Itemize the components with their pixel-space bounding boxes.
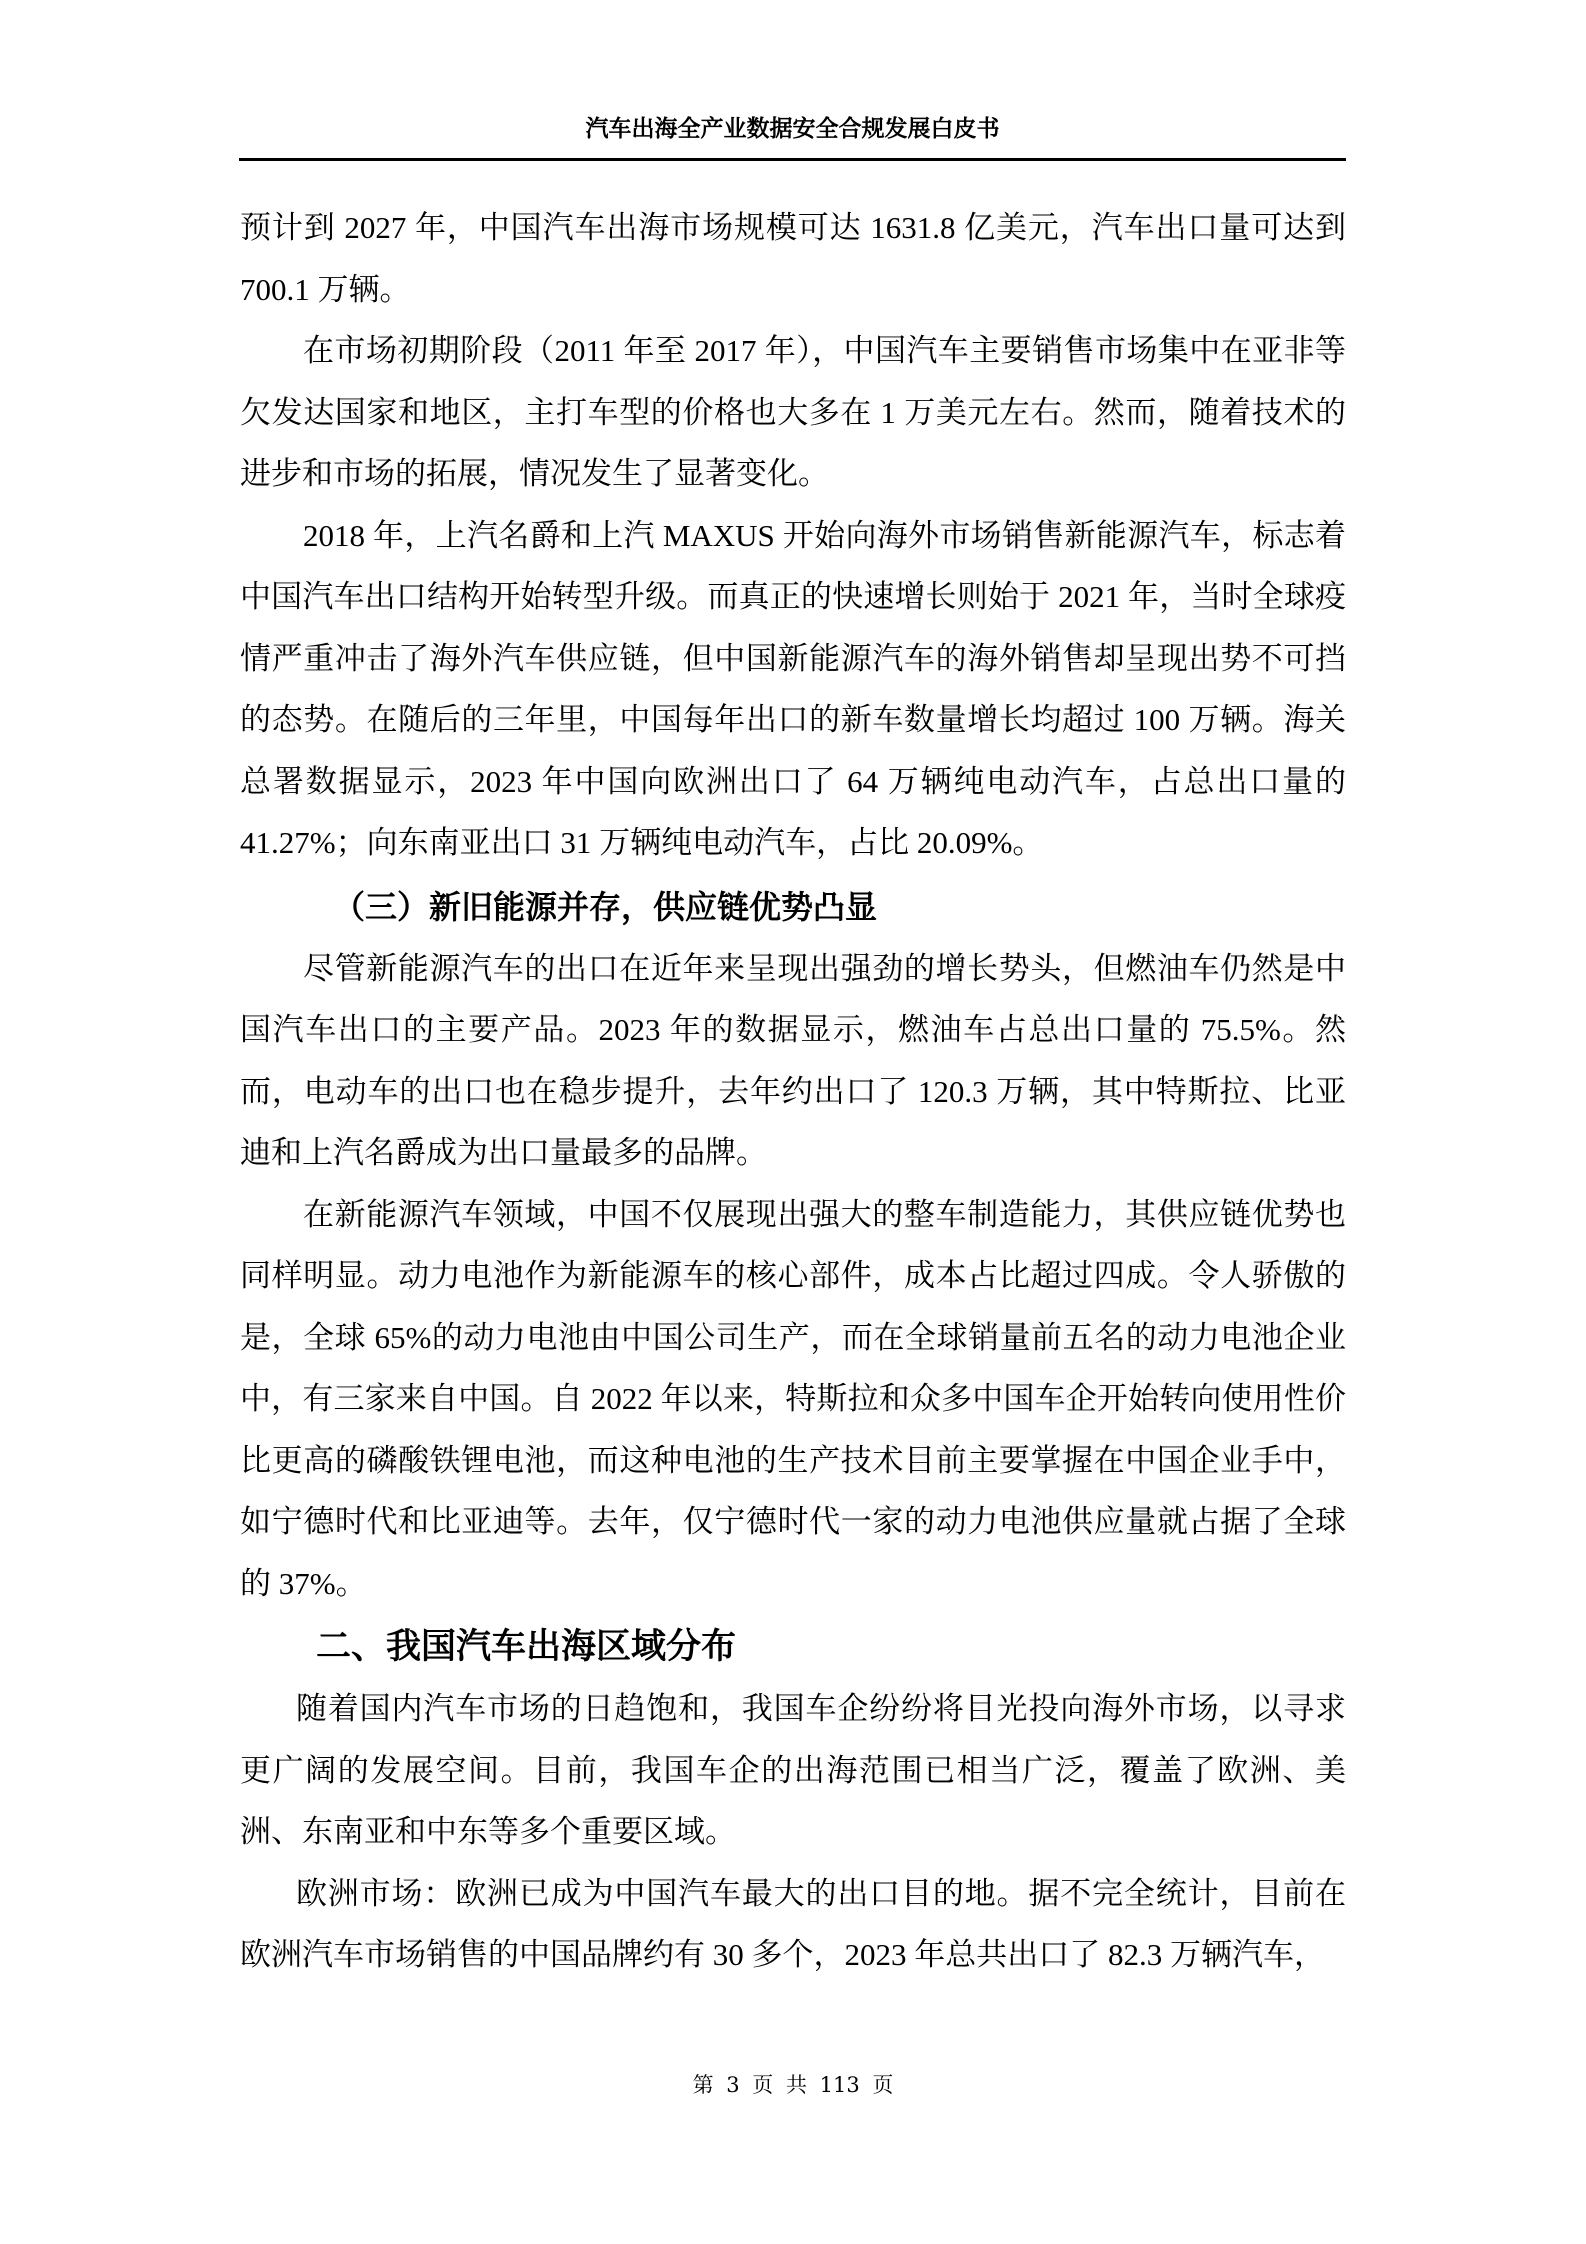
page-number: 第 3 页 共 113 页 — [692, 2073, 894, 2097]
paragraph-supply-chain: 在新能源汽车领域，中国不仅展现出强大的整车制造能力，其供应链优势也同样明显。动力电池作为新能源车的核心部件，成本占比超过四成。令人骄傲的是，全球 65%的动力电池由中国公司生产，而在全球销量前五名的动力电池企业中，有三家来自中国。自 2022 年以来，特斯拉和众多中国车企开始转向使用性价比更高的磷酸铁锂电池，而这种电池的生产技术目前主要掌握在中国企业手中，如宁德时代和比亚迪等。去年，仅宁德时代一家的动力电池供应量就占据了全球的 37%。 — [240, 1196, 1346, 1601]
paragraph-fuel-vs-ev: 尽管新能源汽车的出口在近年来呈现出强劲的增长势头，但燃油车仍然是中国汽车出口的主要产品。2023 年的数据显示，燃油车占总出口量的 75.5%。然而，电动车的出口也在稳步提升，去年约出口了 120.3 万辆，其中特斯拉、比亚迪和上汽名爵成为出口量最多的品牌。 — [240, 950, 1346, 1170]
paragraph-early-stage: 在市场初期阶段（2011 年至 2017 年），中国汽车主要销售市场集中在亚非等欠发达国家和地区，主打车型的价格也大多在 1 万美元左右。然而，随着技术的进步和市场的拓展，情况发生了显著变化。 — [240, 333, 1346, 491]
page-content — [240, 197, 1346, 1986]
page-header — [239, 108, 1346, 164]
chapter-heading-2: 二、我国汽车出海区域分布 — [316, 1627, 737, 1667]
paragraph-market-forecast: 预计到 2027 年，中国汽车出海市场规模可达 1631.8 亿美元，汽车出口量可达到 700.1 万辆。 — [240, 210, 1346, 307]
paragraph-regional-overview: 随着国内汽车市场的日趋饱和，我国车企纷纷将目光投向海外市场，以寻求更广阔的发展空间。目前，我国车企的出海范围已相当广泛，覆盖了欧洲、美洲、东南亚和中东等多个重要区域。 — [240, 1691, 1346, 1849]
section-heading-3: （三）新旧能源并存，供应链优势凸显 — [333, 887, 878, 926]
document-title: 汽车出海全产业数据安全合规发展白皮书 — [585, 116, 1000, 142]
paragraph-nev-growth: 2018 年，上汽名爵和上汽 MAXUS 开始向海外市场销售新能源汽车，标志着中国汽车出口结构开始转型升级。而真正的快速增长则始于 2021 年，当时全球疫情严重冲击了海外汽车供应链，但中国新能源汽车的海外销售却呈现出势不可挡的态势。在随后的三年里，中国每年出口的新车数量增长均超过 100 万辆。海关总署数据显示，2023 年中国向欧洲出口了 64 万辆纯电动汽车，占总出口量的 41.27%；向东南亚出口 31 万辆纯电动汽车，占比 20.09%。 — [240, 517, 1346, 860]
header-divider — [239, 158, 1346, 161]
paragraph-europe-market: 欧洲市场：欧洲已成为中国汽车最大的出口目的地。据不完全统计，目前在欧洲汽车市场销售的中国品牌约有 30 多个，2023 年总共出口了 82.3 万辆汽车， — [240, 1875, 1346, 1972]
